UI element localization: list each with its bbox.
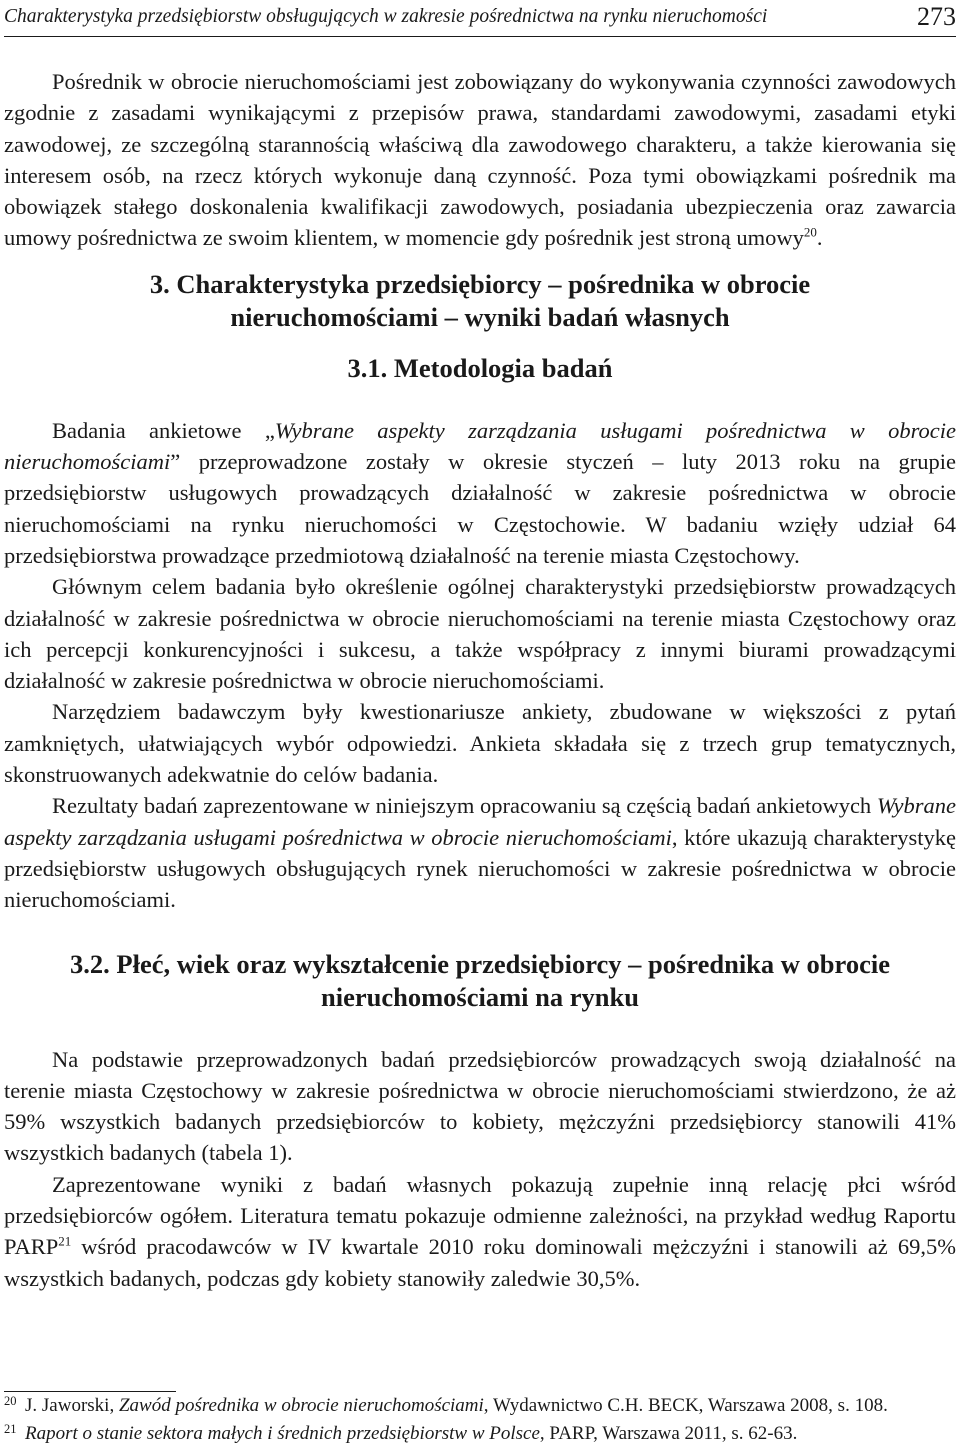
gender-p2-start: Zaprezentowane wyniki z badań własnych pokazują zupełnie inną relację płci wśród przedsiębiorców ogółem. Literatura tematu pokazuje odmienne zależności, na przykład według Raportu PARP	[4, 1171, 956, 1260]
gender-paragraph-1: Na podstawie przeprowadzonych badań przedsiębiorców prowadzących swoją działalność na terenie miasta Częstochowy w zakresie pośrednictwa w obrocie nieruchomościami stwierdzono, że aż 59% wszystkich badanych przedsiębiorców to kobiety, mężczyźni przedsiębiorcy stanowili 41% wszystkich badanych (tabela 1).	[4, 1046, 956, 1166]
intro-paragraph	[4, 66, 956, 254]
footnote-21	[4, 1420, 956, 1448]
survey-title-italic-2: Wybrane aspekty zarządzania usługami pośrednictwa w obrocie nieruchomościami	[4, 793, 956, 850]
page-number: 273	[917, 2, 956, 31]
footnotes	[4, 1392, 956, 1448]
footnote-20-author: J. Jaworski,	[25, 1395, 119, 1416]
section-3-2-heading-line1: 3.2. Płeć, wiek oraz wykształcenie przedsiębiorcy – pośrednika w obrocie	[70, 948, 890, 979]
methodology-p4-end: , które ukazują charakterystykę przedsiębiorstw usługowych obsługujących rynek nieruchomości w zakresie pośrednictwa w obrocie nieruchomościami.	[4, 824, 956, 913]
body-text	[4, 66, 956, 1294]
methodology-paragraph-4	[4, 790, 956, 915]
header-rule	[4, 36, 956, 37]
footnote-ref-21[interactable]: 21	[58, 1233, 72, 1249]
footnote-ref-20[interactable]: 20	[803, 224, 817, 240]
footnote-20-mark: 20	[4, 1394, 17, 1408]
footnote-21-publisher: , PARP, Warszawa 2011, s. 62-63.	[539, 1423, 798, 1444]
methodology-paragraph-1	[4, 415, 956, 571]
section-3-heading	[4, 268, 956, 334]
section-3-2-heading-line2: nieruchomościami na rynku	[320, 981, 640, 1012]
gender-paragraph-2	[4, 1169, 956, 1294]
gender-p2-end: wśród pracodawców w IV kwartale 2010 roku dominowali mężczyźni i stanowili aż 69,5% wszystkich badanych, podczas gdy kobiety stanowiły zaledwie 30,5%.	[4, 1234, 956, 1291]
methodology-paragraph-2: Głównym celem badania było określenie ogólnej charakterystyki przedsiębiorstw prowadzących działalność w zakresie pośrednictwa w obrocie nieruchomościami na terenie miasta Częstochowy oraz ich percepcji konkurencyjności i sukcesu, a także współpracy z innymi biurami prowadzącymi działalność w zakresie pośrednictwa w obrocie nieruchomościami.	[4, 574, 956, 694]
intro-text: Pośrednik w obrocie nieruchomościami jest zobowiązany do wykonywania czynności zawodowych zgodnie z zasadami wynikającymi z przepisów prawa, standardami zawodowymi, zasadami etyki zawodowej, ze szczególną starannością właściwą dla zawodowego charakteru, a także kierowania się interesem osób, na rzecz których wykonuje daną czynność. Poza tymi obowiązkami pośrednik ma obowiązek stałego doskonalenia kwalifikacji zawodowych, posiadania ubezpieczenia oraz zawarcia umowy pośrednictwa ze swoim klientem, w momencie gdy pośrednik jest stroną umowy	[4, 69, 956, 251]
footnote-21-title: Raport o stanie sektora małych i średnich przedsiębiorstw w Polsce	[25, 1423, 540, 1444]
running-head	[4, 4, 956, 34]
intro-end: .	[816, 225, 823, 251]
footnote-20-publisher: , Wydawnictwo C.H. BECK, Warszawa 2008, s. 108.	[483, 1395, 888, 1416]
methodology-p1-end: ” przeprowadzone zostały w okresie styczeń – luty 2013 roku na grupie przedsiębiorstw usługowych prowadzących działalność w zakresie pośrednictwa w obrocie nieruchomościami na rynku nieruchomości w Częstochowie. W badaniu wzięły udział 64 przedsiębiorstwa prowadzące przedmiotową działalność na terenie miasta Częstochowy.	[4, 449, 956, 568]
footnote-21-mark: 21	[4, 1422, 17, 1436]
footnote-20	[4, 1392, 956, 1420]
methodology-p1-start: Badania ankietowe „	[52, 417, 275, 443]
section-3-heading-line1: 3. Charakterystyka przedsiębiorcy – pośrednika w obrocie	[149, 268, 811, 299]
running-title: Charakterystyka przedsiębiorstw obsługujących w zakresie pośrednictwa na rynku nieruchomości	[4, 6, 768, 27]
section-3-2-heading	[4, 948, 956, 1014]
methodology-p4-start: Rezultaty badań zaprezentowane w niniejszym opracowaniu są częścią badań ankietowych	[52, 793, 877, 819]
survey-title-italic: Wybrane aspekty zarządzania usługami pośrednictwa w obrocie nieruchomościami	[4, 417, 956, 475]
section-3-1-heading: 3.1. Metodologia badań	[347, 352, 613, 383]
section-3-heading-line2: nieruchomościami – wyniki badań własnych	[230, 301, 730, 332]
footnote-20-title: Zawód pośrednika w obrocie nieruchomościami	[118, 1395, 484, 1416]
methodology-paragraph-3: Narzędziem badawczym były kwestionariusze ankiety, zbudowane w większości z pytań zamkniętych, ułatwiających wybór odpowiedzi. Ankieta składała się z trzech grup tematycznych, skonstruowanych adekwatnie do celów badania.	[4, 699, 956, 788]
